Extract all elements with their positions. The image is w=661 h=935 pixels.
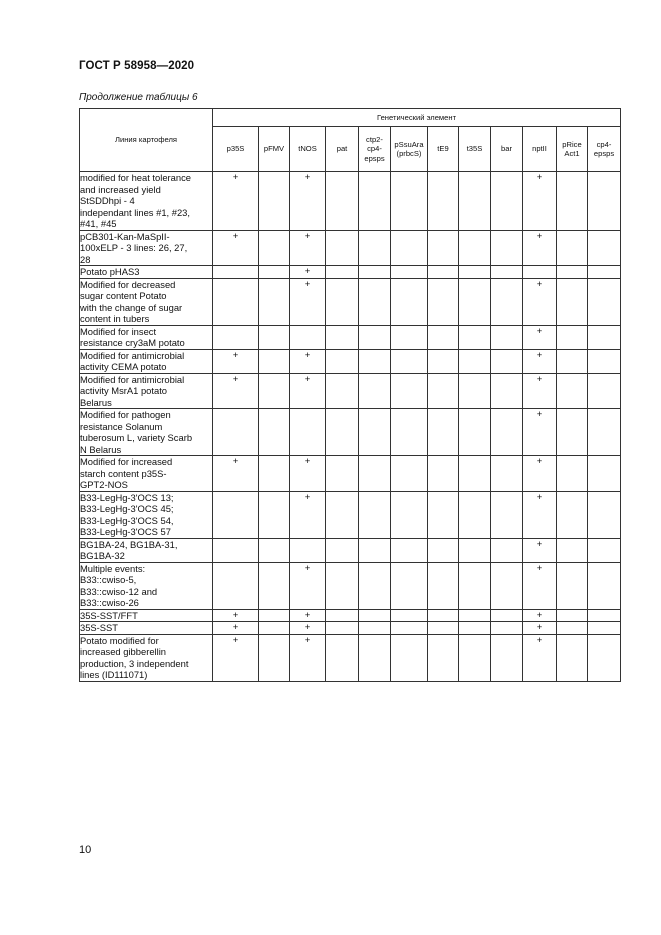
line-name-text: Modified for insect: [80, 325, 157, 337]
empty-cell: [588, 609, 621, 622]
empty-cell: [557, 609, 588, 622]
presence-mark: +: [213, 622, 259, 635]
line-name-text: increased gibberellin: [80, 646, 166, 657]
column-header-text: epsps: [593, 149, 615, 158]
presence-mark: +: [523, 230, 557, 266]
presence-mark: +: [290, 349, 326, 373]
presence-mark: +: [523, 409, 557, 456]
line-name-text: and increased yield: [80, 183, 161, 195]
empty-cell: [428, 634, 459, 681]
line-name-text: lines (ID111071): [80, 669, 148, 680]
genetic-elements-table: [79, 108, 621, 682]
column-header-text: pat: [336, 144, 348, 154]
table-row: [80, 491, 621, 538]
empty-cell: [391, 266, 428, 279]
potato-line-name: [80, 325, 213, 349]
line-name-text: activity MsrA1 potato: [80, 385, 168, 396]
presence-mark: +: [213, 349, 259, 373]
empty-cell: [459, 172, 491, 231]
empty-cell: [213, 409, 259, 456]
column-header: [428, 127, 459, 172]
empty-cell: [588, 172, 621, 231]
column-header-text: nptII: [532, 144, 547, 154]
line-name-text: BG1BA-24, BG1BA-31,: [80, 538, 178, 550]
column-header-text: (prbcS): [396, 149, 422, 158]
potato-line-name: [80, 456, 213, 492]
empty-cell: [557, 409, 588, 456]
empty-cell: [588, 266, 621, 279]
empty-cell: [326, 562, 359, 609]
potato-line-name: [80, 538, 213, 562]
line-name-text: Modified for antimicrobial: [80, 373, 185, 385]
column-header: [491, 127, 523, 172]
potato-line-name: [80, 609, 213, 622]
empty-cell: [588, 409, 621, 456]
line-name-text: B33-LegHg-3'OCS 13;: [80, 491, 174, 503]
empty-cell: [326, 278, 359, 325]
empty-cell: [213, 562, 259, 609]
column-header: [391, 127, 428, 172]
empty-cell: [557, 634, 588, 681]
line-name-text: B33::cwiso-5,: [80, 574, 137, 585]
empty-cell: [491, 456, 523, 492]
potato-line-name: [80, 409, 213, 456]
empty-cell: [259, 373, 290, 409]
empty-cell: [359, 562, 391, 609]
column-header-text: t35S: [466, 144, 483, 154]
empty-cell: [459, 634, 491, 681]
potato-line-header: Линия картофеля: [80, 109, 213, 172]
column-header-text: p35S: [226, 144, 245, 154]
presence-mark: +: [213, 456, 259, 492]
presence-mark: +: [290, 456, 326, 492]
presence-mark: +: [213, 230, 259, 266]
column-header-text: cp4-: [367, 144, 382, 154]
presence-mark: +: [290, 266, 326, 279]
empty-cell: [428, 409, 459, 456]
line-name-text: 28: [80, 253, 91, 265]
line-name-text: 35S-SST: [80, 622, 119, 633]
empty-cell: [359, 230, 391, 266]
empty-cell: [359, 278, 391, 325]
empty-cell: [259, 622, 290, 635]
empty-cell: [459, 562, 491, 609]
line-name-text: 100xELP - 3 lines: 26, 27,: [80, 242, 188, 253]
empty-cell: [326, 491, 359, 538]
empty-cell: [326, 349, 359, 373]
empty-cell: [491, 491, 523, 538]
line-name-text: resistance cry3aM potato: [80, 337, 185, 348]
table-header-row: [80, 109, 621, 127]
empty-cell: [491, 562, 523, 609]
empty-cell: [459, 456, 491, 492]
line-name-text: Multiple events:: [80, 562, 146, 574]
empty-cell: [359, 538, 391, 562]
empty-cell: [213, 538, 259, 562]
empty-cell: [557, 456, 588, 492]
empty-cell: [290, 409, 326, 456]
empty-cell: [359, 634, 391, 681]
empty-cell: [359, 409, 391, 456]
empty-cell: [428, 622, 459, 635]
genetic-element-group-header: Генетический элемент: [213, 109, 621, 127]
empty-cell: [259, 278, 290, 325]
empty-cell: [391, 634, 428, 681]
column-header: [523, 127, 557, 172]
empty-cell: [459, 609, 491, 622]
empty-cell: [557, 230, 588, 266]
empty-cell: [428, 538, 459, 562]
line-name-text: starch content p35S-: [80, 467, 167, 479]
table-row: [80, 325, 621, 349]
potato-line-name: [80, 634, 213, 681]
line-name-text: Potato pHAS3: [80, 266, 140, 277]
empty-cell: [259, 609, 290, 622]
line-name-text: modified for heat tolerance: [80, 172, 192, 183]
potato-line-name: [80, 622, 213, 635]
empty-cell: [459, 373, 491, 409]
line-name-text: N Belarus: [80, 443, 122, 455]
line-name-text: Modified for pathogen: [80, 409, 171, 420]
empty-cell: [391, 622, 428, 635]
empty-cell: [326, 622, 359, 635]
column-header: [359, 127, 391, 172]
empty-cell: [588, 456, 621, 492]
empty-cell: [259, 172, 290, 231]
empty-cell: [259, 349, 290, 373]
line-name-text: B33-LegHg-3'OCS 45;: [80, 503, 174, 514]
empty-cell: [326, 634, 359, 681]
table-row: [80, 230, 621, 266]
empty-cell: [491, 609, 523, 622]
presence-mark: +: [523, 373, 557, 409]
empty-cell: [523, 266, 557, 279]
empty-cell: [391, 373, 428, 409]
empty-cell: [359, 373, 391, 409]
empty-cell: [391, 325, 428, 349]
line-name-text: Belarus: [80, 396, 112, 408]
empty-cell: [557, 278, 588, 325]
empty-cell: [259, 230, 290, 266]
table-row: [80, 266, 621, 279]
line-name-text: Potato modified for: [80, 634, 159, 646]
table-row: [80, 562, 621, 609]
potato-line-name: [80, 373, 213, 409]
presence-mark: +: [523, 609, 557, 622]
table-row: [80, 634, 621, 681]
empty-cell: [359, 609, 391, 622]
empty-cell: [588, 538, 621, 562]
potato-line-name: [80, 278, 213, 325]
presence-mark: +: [523, 491, 557, 538]
presence-mark: +: [290, 278, 326, 325]
empty-cell: [326, 409, 359, 456]
empty-cell: [326, 172, 359, 231]
empty-cell: [428, 325, 459, 349]
empty-cell: [491, 325, 523, 349]
presence-mark: +: [523, 538, 557, 562]
empty-cell: [459, 266, 491, 279]
presence-mark: +: [213, 172, 259, 231]
presence-mark: +: [523, 634, 557, 681]
empty-cell: [588, 325, 621, 349]
empty-cell: [428, 349, 459, 373]
column-header-text: cp4-: [596, 139, 612, 149]
empty-cell: [491, 172, 523, 231]
line-name-text: B33-LegHg-3'OCS 57: [80, 526, 171, 537]
empty-cell: [588, 622, 621, 635]
table-row: [80, 609, 621, 622]
line-name-text: Modified for decreased: [80, 278, 176, 290]
line-name-text: #41, #45: [80, 218, 117, 229]
line-name-text: 35S-SST/FFT: [80, 609, 138, 621]
line-name-text: tuberosum L, variety Scarb: [80, 432, 193, 443]
page-number: 10: [79, 844, 92, 856]
presence-mark: +: [290, 634, 326, 681]
empty-cell: [557, 622, 588, 635]
empty-cell: [459, 622, 491, 635]
empty-cell: [428, 609, 459, 622]
empty-cell: [326, 538, 359, 562]
empty-cell: [391, 349, 428, 373]
presence-mark: +: [523, 325, 557, 349]
presence-mark: +: [523, 172, 557, 231]
line-name-text: resistance Solanum: [80, 420, 163, 432]
empty-cell: [588, 562, 621, 609]
empty-cell: [491, 349, 523, 373]
column-header: [290, 127, 326, 172]
empty-cell: [459, 538, 491, 562]
empty-cell: [491, 409, 523, 456]
empty-cell: [428, 230, 459, 266]
column-header: [459, 127, 491, 172]
empty-cell: [359, 349, 391, 373]
empty-cell: [557, 349, 588, 373]
empty-cell: [259, 491, 290, 538]
empty-cell: [359, 456, 391, 492]
empty-cell: [428, 266, 459, 279]
potato-line-name: [80, 491, 213, 538]
table-row: [80, 622, 621, 635]
table-row: [80, 409, 621, 456]
empty-cell: [259, 538, 290, 562]
empty-cell: [391, 538, 428, 562]
empty-cell: [326, 456, 359, 492]
empty-cell: [326, 373, 359, 409]
column-header-text: tNOS: [298, 144, 317, 154]
table-caption: Продолжение таблицы 6: [79, 92, 198, 103]
empty-cell: [326, 609, 359, 622]
presence-mark: +: [213, 609, 259, 622]
presence-mark: +: [290, 622, 326, 635]
line-name-text: Modified for increased: [80, 456, 173, 467]
line-name-text: with the change of sugar: [80, 301, 183, 313]
line-name-text: sugar content Potato: [80, 290, 167, 301]
line-name-text: B33-LegHg-3'OCS 54,: [80, 514, 174, 526]
empty-cell: [259, 266, 290, 279]
empty-cell: [491, 278, 523, 325]
empty-cell: [391, 562, 428, 609]
line-name-text: pCB301-Kan-MaSpII-: [80, 230, 170, 242]
column-header-text: pSsuAra: [394, 139, 424, 149]
line-name-text: content in tubers: [80, 313, 150, 324]
presence-mark: +: [523, 622, 557, 635]
empty-cell: [557, 373, 588, 409]
line-name-text: GPT2-NOS: [80, 479, 128, 490]
column-header: [213, 127, 259, 172]
presence-mark: +: [213, 373, 259, 409]
empty-cell: [459, 278, 491, 325]
column-header-text: Act1: [564, 149, 580, 158]
empty-cell: [359, 266, 391, 279]
empty-cell: [391, 172, 428, 231]
presence-mark: +: [523, 562, 557, 609]
empty-cell: [259, 634, 290, 681]
empty-cell: [359, 172, 391, 231]
table-row: [80, 538, 621, 562]
empty-cell: [428, 491, 459, 538]
empty-cell: [391, 456, 428, 492]
table-row: [80, 373, 621, 409]
empty-cell: [391, 409, 428, 456]
potato-line-name: [80, 562, 213, 609]
potato-line-name: [80, 172, 213, 231]
potato-line-name: [80, 230, 213, 266]
empty-cell: [213, 491, 259, 538]
empty-cell: [588, 373, 621, 409]
empty-cell: [557, 538, 588, 562]
presence-mark: +: [523, 278, 557, 325]
line-name-text: Modified for antimicrobial: [80, 349, 185, 361]
line-name-text: B33::cwiso-12 and: [80, 585, 158, 597]
empty-cell: [290, 325, 326, 349]
empty-cell: [290, 538, 326, 562]
potato-line-name: [80, 266, 213, 279]
presence-mark: +: [290, 609, 326, 622]
column-header: [557, 127, 588, 172]
empty-cell: [213, 325, 259, 349]
table-row: [80, 278, 621, 325]
column-header-text: epsps: [364, 153, 385, 163]
presence-mark: +: [523, 456, 557, 492]
empty-cell: [428, 562, 459, 609]
empty-cell: [391, 491, 428, 538]
empty-cell: [391, 230, 428, 266]
presence-mark: +: [290, 373, 326, 409]
line-name-text: BG1BA-32: [80, 550, 125, 561]
empty-cell: [391, 609, 428, 622]
empty-cell: [491, 538, 523, 562]
empty-cell: [557, 562, 588, 609]
empty-cell: [428, 373, 459, 409]
empty-cell: [557, 325, 588, 349]
line-name-text: activity CEMA potato: [80, 361, 167, 372]
empty-cell: [588, 230, 621, 266]
presence-mark: +: [290, 230, 326, 266]
line-name-text: StSDDhpi - 4: [80, 195, 135, 206]
empty-cell: [588, 349, 621, 373]
table-row: [80, 172, 621, 231]
empty-cell: [588, 278, 621, 325]
empty-cell: [557, 266, 588, 279]
line-name-text: B33::cwiso-26: [80, 597, 139, 608]
empty-cell: [326, 266, 359, 279]
column-header-text: pFMV: [263, 144, 285, 154]
empty-cell: [459, 325, 491, 349]
empty-cell: [459, 230, 491, 266]
empty-cell: [557, 172, 588, 231]
potato-line-name: [80, 349, 213, 373]
empty-cell: [259, 409, 290, 456]
column-header-text: pRice: [562, 139, 582, 149]
empty-cell: [588, 491, 621, 538]
empty-cell: [588, 634, 621, 681]
empty-cell: [428, 456, 459, 492]
column-header: [326, 127, 359, 172]
empty-cell: [259, 325, 290, 349]
presence-mark: +: [290, 172, 326, 231]
line-name-text: production, 3 independent: [80, 657, 189, 669]
presence-mark: +: [290, 562, 326, 609]
empty-cell: [428, 172, 459, 231]
empty-cell: [391, 278, 428, 325]
column-header: [259, 127, 290, 172]
empty-cell: [491, 634, 523, 681]
empty-cell: [557, 491, 588, 538]
empty-cell: [259, 562, 290, 609]
empty-cell: [213, 266, 259, 279]
empty-cell: [491, 230, 523, 266]
empty-cell: [491, 373, 523, 409]
empty-cell: [491, 622, 523, 635]
empty-cell: [459, 491, 491, 538]
empty-cell: [213, 278, 259, 325]
empty-cell: [428, 278, 459, 325]
presence-mark: +: [213, 634, 259, 681]
column-header-text: ctp2-: [366, 134, 383, 144]
column-header: [588, 127, 621, 172]
empty-cell: [259, 456, 290, 492]
column-header-text: tE9: [437, 144, 449, 154]
empty-cell: [459, 409, 491, 456]
presence-mark: +: [523, 349, 557, 373]
table-row: [80, 349, 621, 373]
empty-cell: [359, 491, 391, 538]
line-name-text: independant lines #1, #23,: [80, 206, 190, 218]
presence-mark: +: [290, 491, 326, 538]
column-header-text: bar: [501, 144, 512, 154]
table-row: [80, 456, 621, 492]
empty-cell: [359, 622, 391, 635]
empty-cell: [326, 325, 359, 349]
empty-cell: [459, 349, 491, 373]
document-title: ГОСТ Р 58958—2020: [79, 60, 195, 72]
empty-cell: [491, 266, 523, 279]
empty-cell: [359, 325, 391, 349]
empty-cell: [326, 230, 359, 266]
